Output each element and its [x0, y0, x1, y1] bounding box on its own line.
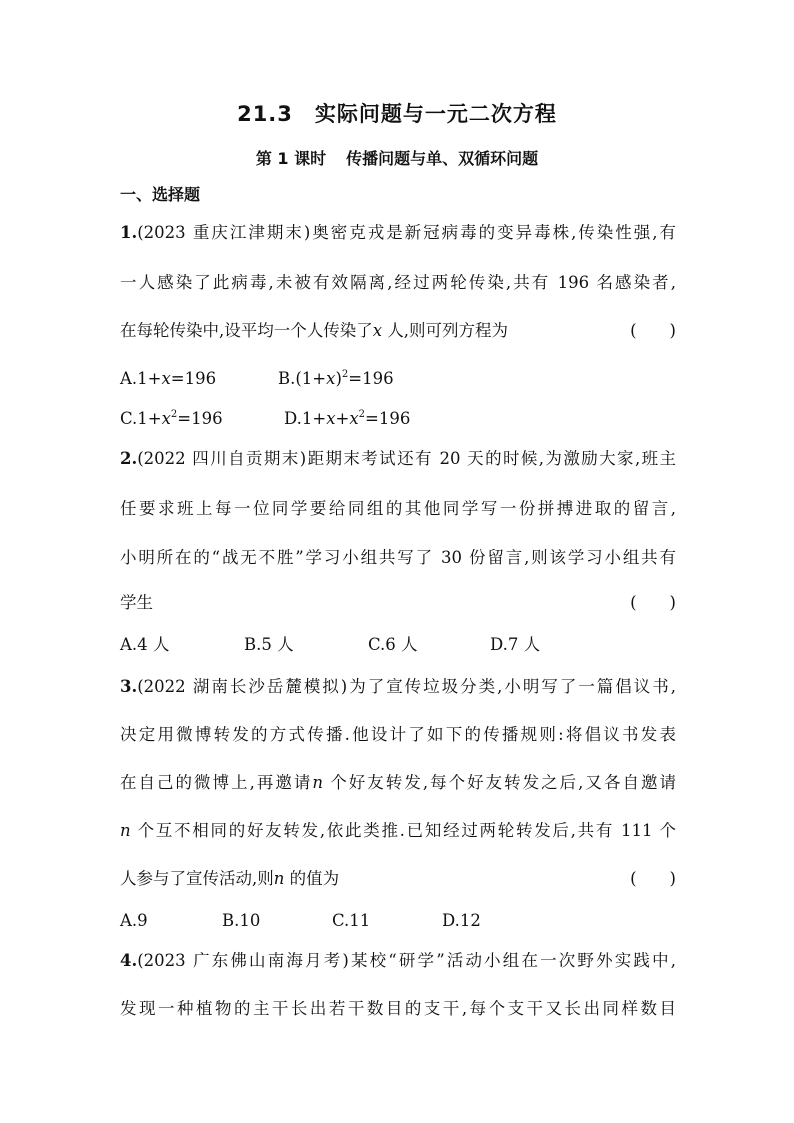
- q2-options: [120, 630, 676, 660]
- q3-line-5: [120, 864, 676, 894]
- q2-text-1: (2022 四川自贡期末)距期末考试还有 20 天的时候,为激励大家,班主: [137, 449, 676, 468]
- q1-options-row-1: [120, 364, 676, 394]
- q2-line-4: [120, 588, 676, 618]
- q2-answer-bracket: ( ): [630, 593, 676, 612]
- q3-option-d[interactable]: D.12: [442, 911, 481, 930]
- q1-options-row-2: [120, 404, 676, 434]
- q3-text-3b: 个好友转发,每个好友转发之后,又各自邀请: [323, 773, 676, 792]
- page-title: [0, 98, 794, 128]
- q1-text-3a: 在每轮传染中,设平均一个人传染了: [120, 321, 373, 340]
- q3-variable-2: n: [120, 821, 131, 840]
- q2-option-d[interactable]: D.7 人: [490, 635, 541, 654]
- q1-option-d[interactable]: $D.1+x+x^2=196$: [284, 409, 411, 428]
- q1-text-1: (2023 重庆江津期末)奥密克戎是新冠病毒的变异毒株,传染性强,有: [137, 223, 676, 242]
- q3-text-1: (2022 湖南长沙岳麓模拟)为了宣传垃圾分类,小明写了一篇倡议书,: [137, 677, 676, 696]
- q3-option-a[interactable]: A.9: [120, 911, 148, 930]
- q3-line-3: [120, 768, 676, 798]
- q3-variable-3: n: [273, 869, 285, 888]
- q2-text-4: 学生: [120, 593, 153, 612]
- q3-variable: n: [312, 773, 324, 792]
- q1-answer-bracket: ( ): [630, 321, 676, 340]
- q2-option-a[interactable]: A.4 人: [120, 635, 170, 654]
- q3-options: [120, 906, 676, 936]
- q3-text-5a: 人参与了宣传活动,则: [120, 869, 274, 888]
- q3-line-1: [120, 672, 676, 702]
- q3-option-b[interactable]: B.10: [222, 911, 261, 930]
- q1-option-b[interactable]: $B.(1+x)^2=196$: [278, 369, 394, 388]
- lesson-subtitle: [0, 146, 794, 169]
- q1-text-3b: 人,则可列方程为: [382, 321, 509, 340]
- q1-option-c[interactable]: $C.1+x^2=196$: [120, 409, 223, 428]
- q3-number: 3.: [120, 677, 138, 696]
- q2-number: 2.: [120, 449, 138, 468]
- q1-line-2: 一人感染了此病毒,未被有效隔离,经过两轮传染,共有 196 名感染者,: [120, 273, 676, 292]
- q3-text-5b: 的值为: [284, 869, 340, 888]
- lesson-title: 传播问题与单、双循环问题: [346, 149, 539, 168]
- q1-number: 1.: [120, 223, 138, 242]
- q2-line-2: 任要求班上每一位同学要给同组的其他同学写一份拼搏进取的留言,: [120, 499, 676, 518]
- q3-line-4: [120, 816, 676, 846]
- q4-line-1: [120, 946, 676, 976]
- q3-line-2: 决定用微博转发的方式传播.他设计了如下的传播规则:将倡议书发表: [120, 725, 676, 744]
- q4-text-1: (2023 广东佛山南海月考)某校“研学”活动小组在一次野外实践中,: [137, 951, 676, 970]
- q3-text-3a: 在自己的微博上,再邀请: [120, 773, 313, 792]
- q4-number: 4.: [120, 951, 138, 970]
- q2-line-1: [120, 444, 676, 474]
- q1-option-a[interactable]: A.1+x=196: [120, 369, 217, 388]
- lesson-number: 第 1 课时: [255, 149, 327, 168]
- q1-variable: x: [372, 321, 383, 340]
- q4-line-2: 发现一种植物的主干长出若干数目的支干,每个支干又长出同样数目: [120, 999, 676, 1018]
- q2-option-b[interactable]: B.5 人: [244, 635, 294, 654]
- q1-line-3: [120, 316, 676, 346]
- q2-option-c[interactable]: C.6 人: [368, 635, 418, 654]
- q3-answer-bracket: ( ): [630, 869, 676, 888]
- q3-text-4b: 个互不相同的好友转发,依此类推.已知经过两轮转发后,共有 111 个: [130, 821, 676, 840]
- q1-line-1: [120, 218, 676, 248]
- q3-option-c[interactable]: C.11: [332, 911, 371, 930]
- q2-line-3: 小明所在的“战无不胜”学习小组共写了 30 份留言,则该学习小组共有: [120, 548, 676, 567]
- section-number: 21.3: [237, 102, 293, 126]
- section-title: 实际问题与一元二次方程: [314, 102, 557, 126]
- section-heading: 一、选择题: [120, 185, 201, 204]
